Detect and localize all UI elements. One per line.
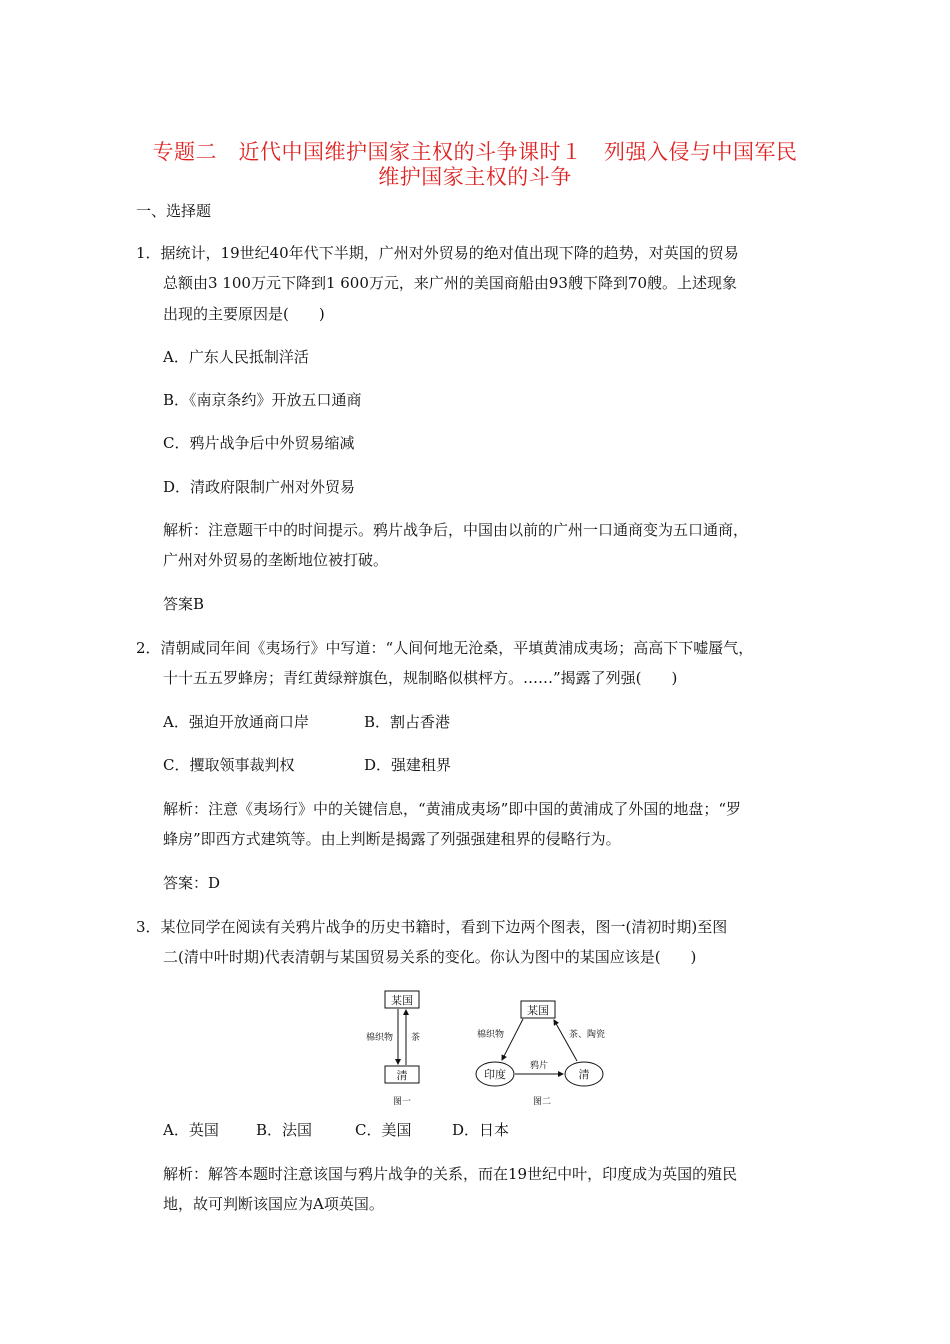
q1-option-a: A．广东人民抵制洋活 — [163, 348, 309, 366]
q1-answer: 答案B — [163, 595, 205, 613]
q2-option-d: D．强建租界 — [364, 756, 452, 774]
q2-answer: 答案：D — [163, 874, 221, 892]
q2-analysis-line1: 解析：注意《夷场行》中的关键信息，“黄浦成夷场”即中国的黄浦成了外国的地盘；“罗 — [163, 800, 742, 818]
q2-stem-line2: 十十五五罗蜂房；青红黄绿辩旗色，规制略似棋枰方。……”揭露了列强( ) — [163, 669, 678, 687]
fig1-country-label: 某国 — [391, 994, 413, 1007]
q1-option-c: C．鸦片战争后中外贸易缩减 — [163, 434, 355, 452]
q3-stem-line2: 二(清中叶时期)代表清朝与某国贸易关系的变化。你认为图中的某国应该是( ) — [163, 948, 697, 966]
q3-analysis-line1: 解析：解答本题时注意该国与鸦片战争的关系，而在19世纪中叶，印度成为英国的殖民 — [163, 1165, 738, 1183]
q3-analysis-line2: 地，故可判断该国应为A项英国。 — [163, 1195, 384, 1213]
fig2-tea-porcelain-label: 茶、陶瓷 — [569, 1030, 606, 1040]
page-title-line1: 专题二 近代中国维护国家主权的斗争课时１ 列强入侵与中国军民 — [152, 140, 798, 164]
q3-option-d: D．日本 — [452, 1121, 510, 1139]
q1-analysis-line2: 广州对外贸易的垄断地位被打破。 — [163, 551, 389, 569]
q3-option-c: C．美国 — [355, 1121, 412, 1139]
fig2-opium-label: 鸦片 — [529, 1061, 549, 1071]
fig2-india-label: 印度 — [484, 1068, 506, 1081]
q3-option-b: B．法国 — [256, 1121, 313, 1139]
q2-option-b: B．割占香港 — [364, 713, 451, 731]
q2-stem-line1: 2．清朝咸同年间《夷场行》中写道：“人间何地无沧桑，平填黄浦成夷场；高高下下嘘蜃气， — [136, 639, 754, 657]
fig2-caption: 图二 — [532, 1097, 552, 1107]
fig2-country-label: 某国 — [527, 1004, 549, 1017]
q1-option-d: D．清政府限制广州对外贸易 — [163, 478, 356, 496]
fig2-qing-label: 清 — [578, 1068, 590, 1081]
fig1-qing-label: 清 — [396, 1069, 408, 1082]
page-title-line2: 维护国家主权的斗争 — [378, 165, 572, 189]
fig2-tea-arrow — [554, 1020, 577, 1061]
fig1-caption: 图一 — [392, 1097, 412, 1107]
section-heading: 一、选择题 — [136, 202, 212, 220]
q2-option-c: C．攫取领事裁判权 — [163, 756, 295, 774]
q1-stem-line2: 总额由3 100万元下降到1 600万元，来广州的美国商船由93艘下降到70艘。上述现象 — [163, 274, 738, 292]
q3-option-a: A．英国 — [163, 1121, 219, 1139]
q2-analysis-line2: 蜂房”即西方式建筑等。由上判断是揭露了列强强建租界的侵略行为。 — [163, 830, 621, 848]
q2-option-a: A．强迫开放通商口岸 — [163, 713, 309, 731]
fig2-cotton-arrow — [502, 1019, 523, 1060]
q1-option-b: B．《南京条约》开放五口通商 — [163, 391, 362, 409]
fig1-tea-label: 茶 — [411, 1033, 421, 1043]
q1-stem-line3: 出现的主要原因是( ) — [163, 305, 325, 323]
trade-diagram — [355, 988, 645, 1108]
fig2-cotton-label: 棉织物 — [477, 1030, 505, 1040]
q1-analysis-line1: 解析：注意题干中的时间提示。鸦片战争后，中国由以前的广州一口通商变为五口通商， — [163, 521, 749, 539]
q3-stem-line1: 3．某位同学在阅读有关鸦片战争的历史书籍时，看到下边两个图表，图一(清初时期)至图 — [136, 918, 728, 936]
q1-stem-line1: 1．据统计，19世纪40年代下半期，广州对外贸易的绝对值出现下降的趋势，对英国的贸易 — [136, 244, 739, 262]
fig1-cotton-label: 棉织物 — [365, 1033, 393, 1043]
